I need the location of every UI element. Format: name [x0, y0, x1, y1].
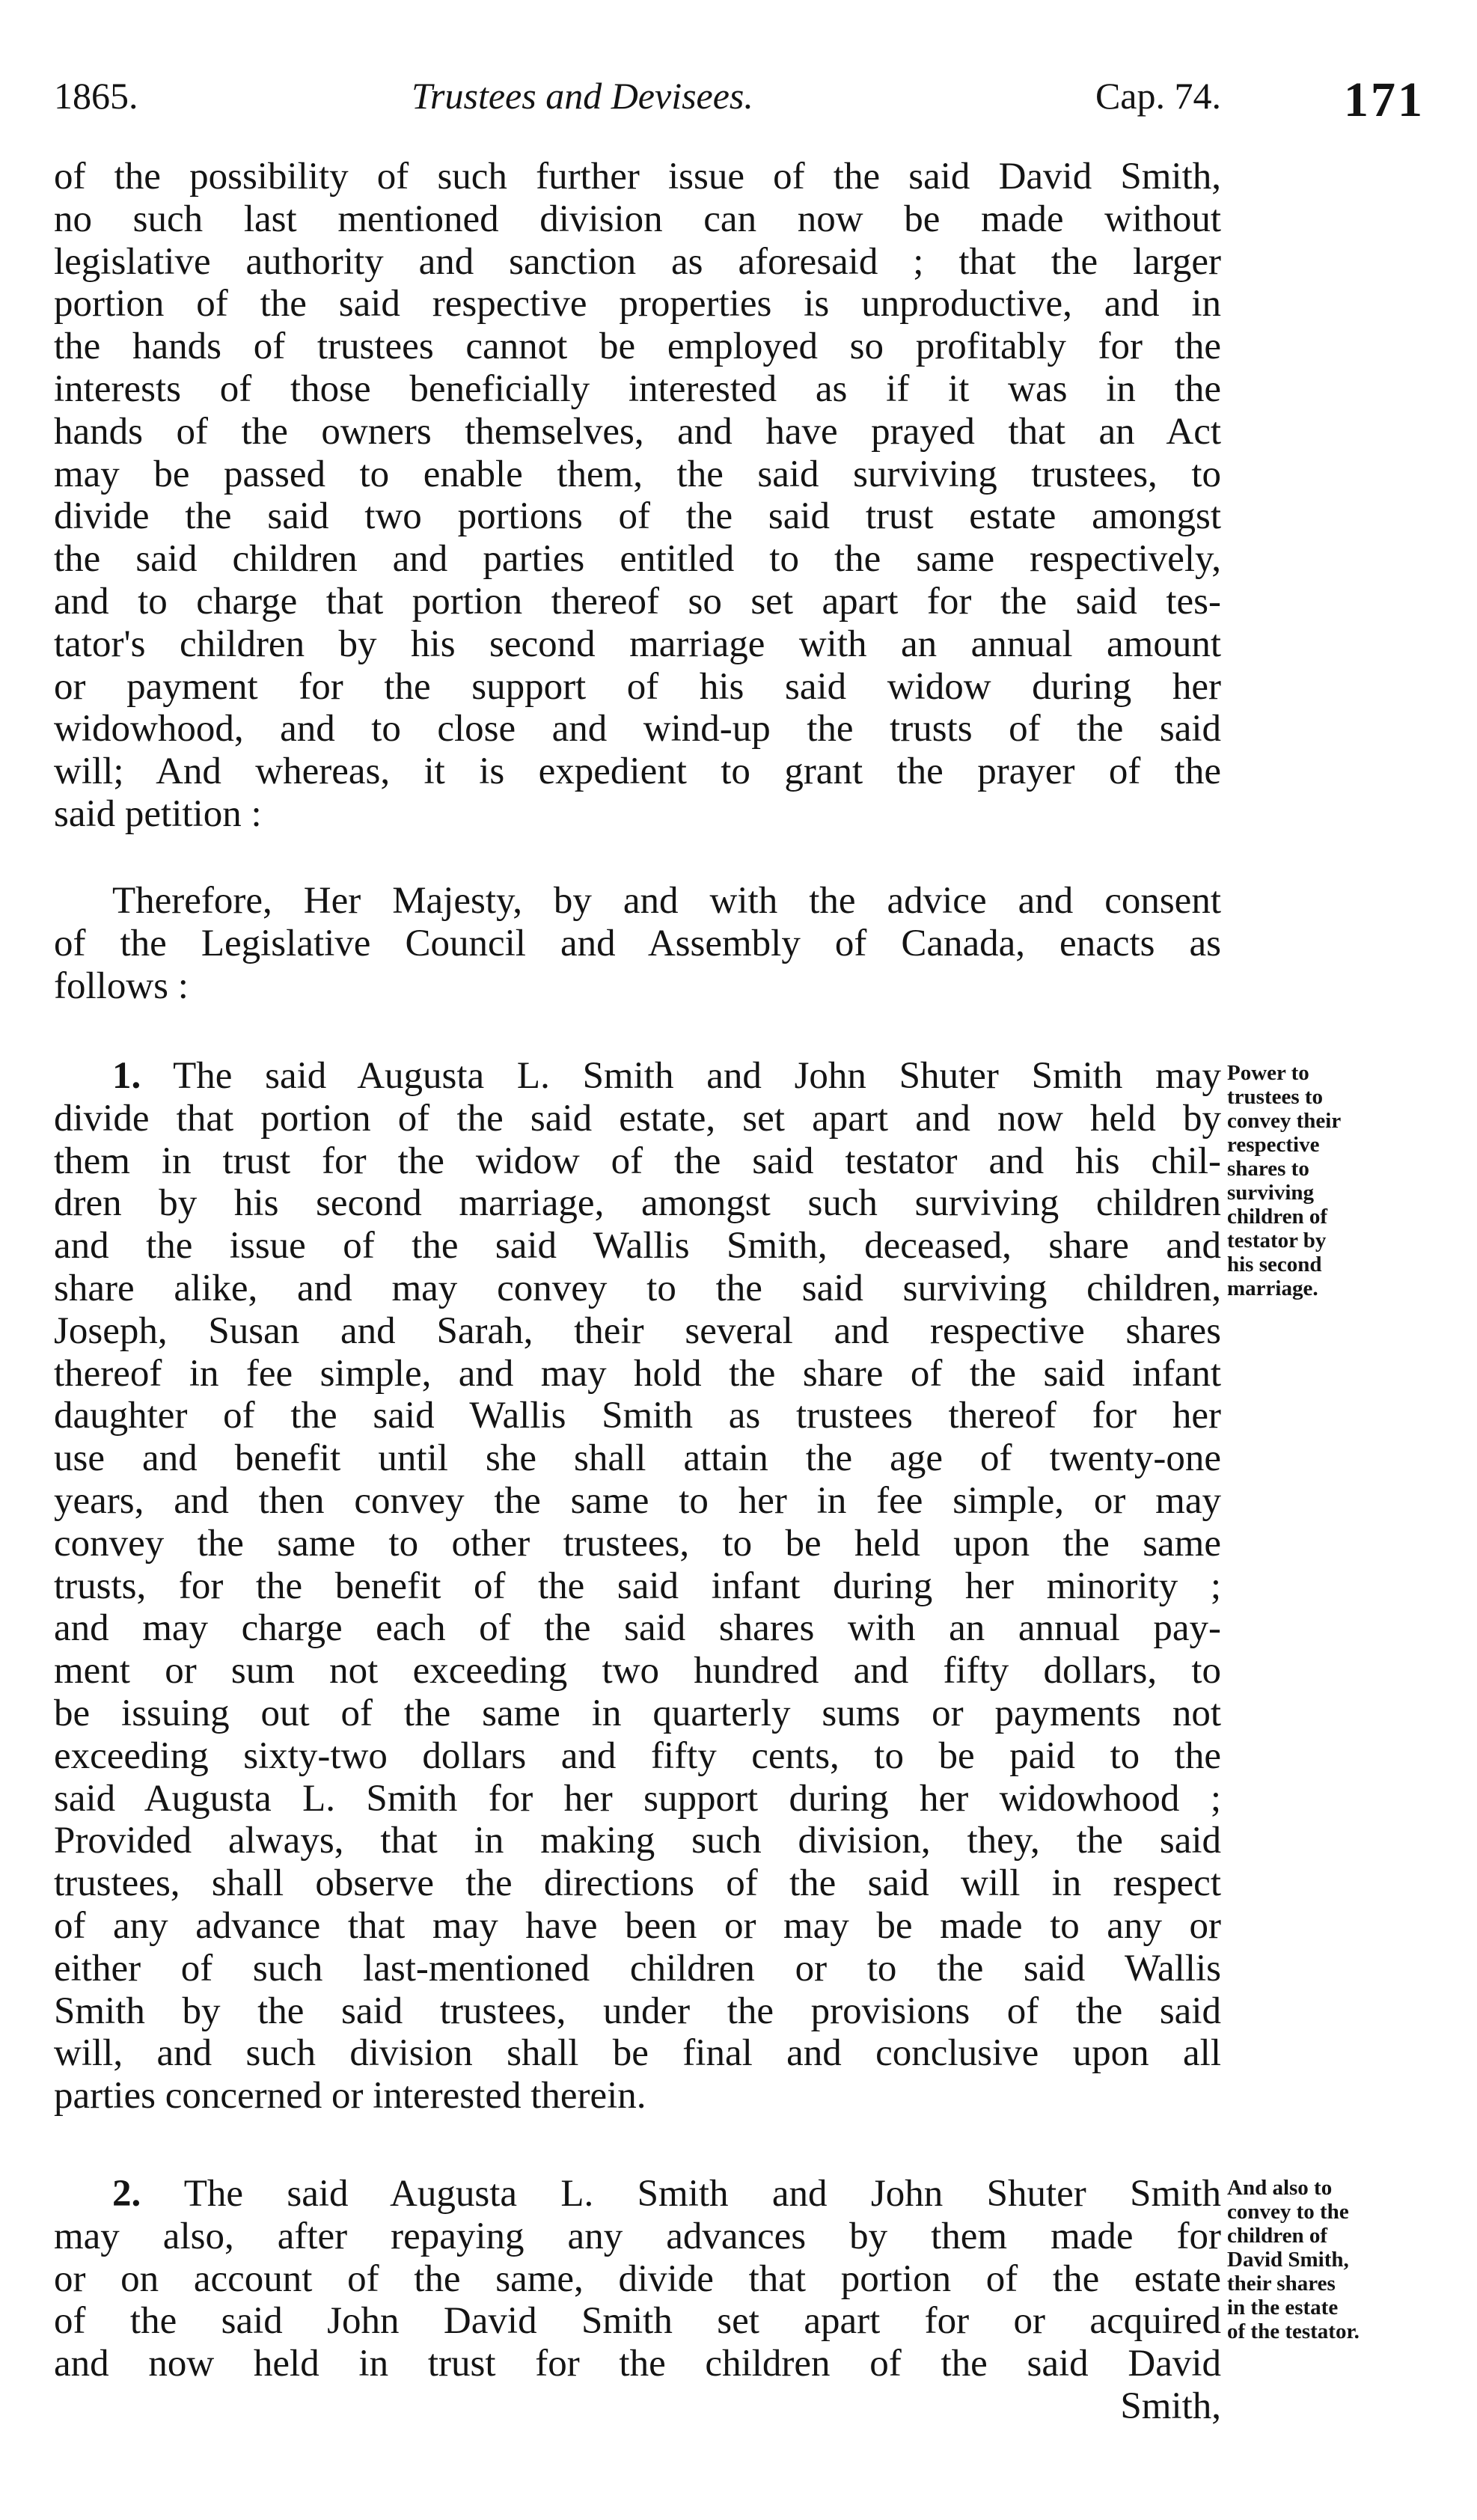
text-line: parties concerned or interested therein. [54, 2075, 646, 2117]
margin-note-line: their shares [1227, 2272, 1336, 2296]
text-line: tator's children by his second marriage with an annual amount [54, 623, 1221, 665]
text-line: Smith by the said trustees, under the provisions of the said [54, 1990, 1221, 2032]
text-line: daughter of the said Wallis Smith as trustees thereof for her [54, 1395, 1221, 1437]
text-line: widowhood, and to close and wind-up the trusts of the said [54, 708, 1221, 750]
text-line: will; And whereas, it is expedient to grant the prayer of the [54, 750, 1221, 793]
section-2-margin-note [1227, 2176, 1422, 2343]
text-line: years, and then convey the same to her in fee simple, or may [54, 1479, 1221, 1522]
margin-note-line: surviving [1227, 1181, 1315, 1205]
text-line: Therefore, Her Majesty, by and with the advice and consent [112, 880, 1221, 922]
header-chapter: Cap. 74. [1095, 75, 1221, 117]
text-line: interests of those beneficially interested as if it was in the [54, 367, 1221, 410]
text-line: Provided always, that in making such division, they, the said [54, 1820, 1221, 1862]
text-line: and now held in trust for the children of the said David [54, 2343, 1221, 2385]
header-title: Trustees and Devisees. [412, 75, 753, 117]
margin-note-line: Power to [1227, 1061, 1309, 1085]
section-1-first-line [54, 1055, 1221, 1098]
running-header [54, 66, 1221, 126]
text-line: or on account of the same, divide that portion of the estate [54, 2257, 1221, 2300]
text-line: and may charge each of the said shares with an annual pay- [54, 1607, 1221, 1650]
text-line: of any advance that may have been or may be made to any or [54, 1904, 1221, 1947]
page-number: 171 [1344, 73, 1425, 127]
text-line: hands of the owners themselves, and have prayed that an Act [54, 410, 1221, 453]
text-line: dren by his second marriage, amongst such surviving children [54, 1182, 1221, 1225]
text-line: convey the same to other trustees, to be held upon the same [54, 1522, 1221, 1565]
text-line: ment or sum not exceeding two hundred and fifty dollars, to [54, 1650, 1221, 1692]
section-number: 2. [112, 2173, 141, 2215]
text-line: divide that portion of the said estate, set apart and now held by [54, 1097, 1221, 1140]
text-line: will, and such division shall be final and conclusive upon all [54, 2032, 1221, 2075]
catchword: Smith, [1120, 2385, 1221, 2427]
text-line: of the possibility of such further issue of the said David Smith, [54, 156, 1221, 198]
margin-note-line: marriage. [1227, 1276, 1318, 1300]
margin-note-line: his second [1227, 1253, 1322, 1276]
section-1 [54, 1055, 1221, 2117]
margin-note-line: trustees to [1227, 1085, 1324, 1109]
text-line: trusts, for the benefit of the said infant during her minority ; [54, 1565, 1221, 1607]
margin-note-line: respective [1227, 1133, 1320, 1157]
text-line: trustees, shall observe the directions of the said will in respect [54, 1862, 1221, 1905]
text-line: or payment for the support of his said widow during her [54, 665, 1221, 708]
text-line: either of such last-mentioned children or to the said Wallis [54, 1947, 1221, 1990]
text-line: legislative authority and sanction as aforesaid ; that the larger [54, 240, 1221, 283]
text-line: use and benefit until she shall attain the age of twenty-one [54, 1437, 1221, 1480]
text-run: The said Augusta L. Smith and John Shuter Smith [183, 2173, 1221, 2215]
preamble-continuation [54, 156, 1221, 836]
text-line: said petition : [54, 792, 262, 835]
text-line: divide the said two portions of the said trust estate amongst [54, 495, 1221, 538]
text-line: the said children and parties entitled to the same respectively, [54, 538, 1221, 581]
text-line: Joseph, Susan and Sarah, their several and respective shares [54, 1309, 1221, 1352]
enacting-clause [54, 880, 1221, 1007]
margin-note-line: convey to the [1227, 2200, 1349, 2224]
text-line: be issuing out of the same in quarterly sums or payments not [54, 1692, 1221, 1734]
text-line: may also, after repaying any advances by them made for [54, 2215, 1221, 2257]
margin-note-line: children of [1227, 2224, 1327, 2248]
text-line: and the issue of the said Wallis Smith, deceased, share and [54, 1225, 1221, 1267]
margin-note-line: And also to [1227, 2176, 1333, 2200]
margin-note-line: convey their [1227, 1109, 1342, 1133]
text-line: follows : [54, 964, 189, 1007]
margin-note-line: David Smith, [1227, 2248, 1349, 2272]
margin-note-line: of the testator. [1227, 2319, 1360, 2343]
section-1-margin-note [1227, 1061, 1422, 1300]
text-line: them in trust for the widow of the said testator and his chil- [54, 1140, 1221, 1182]
text-line: portion of the said respective properties is unproductive, and in [54, 283, 1221, 325]
margin-note-line: children of [1227, 1205, 1327, 1229]
text-line: exceeding sixty-two dollars and fifty cents, to be paid to the [54, 1734, 1221, 1777]
section-2 [54, 2173, 1221, 2428]
margin-note-line: testator by [1227, 1229, 1327, 1253]
text-line: share alike, and may convey to the said surviving children, [54, 1267, 1221, 1309]
text-line: of the said John David Smith set apart for or acquired [54, 2300, 1221, 2343]
section-number: 1. [112, 1055, 141, 1097]
header-year: 1865. [54, 75, 138, 117]
margin-note-line: in the estate [1227, 2296, 1339, 2319]
text-line: the hands of trustees cannot be employed so profitably for the [54, 325, 1221, 368]
section-2-first-line [54, 2173, 1221, 2215]
text-line: and to charge that portion thereof so set apart for the said tes- [54, 580, 1221, 623]
text-line: said Augusta L. Smith for her support during her widowhood ; [54, 1777, 1221, 1820]
text-line: may be passed to enable them, the said surviving trustees, to [54, 453, 1221, 495]
margin-note-line: shares to [1227, 1157, 1309, 1181]
text-line: thereof in fee simple, and may hold the share of the said infant [54, 1352, 1221, 1395]
text-run: The said Augusta L. Smith and John Shuter Smith may [173, 1055, 1221, 1097]
text-line: no such last mentioned division can now be made without [54, 198, 1221, 240]
text-line: of the Legislative Council and Assembly of Canada, enacts as [54, 922, 1221, 964]
